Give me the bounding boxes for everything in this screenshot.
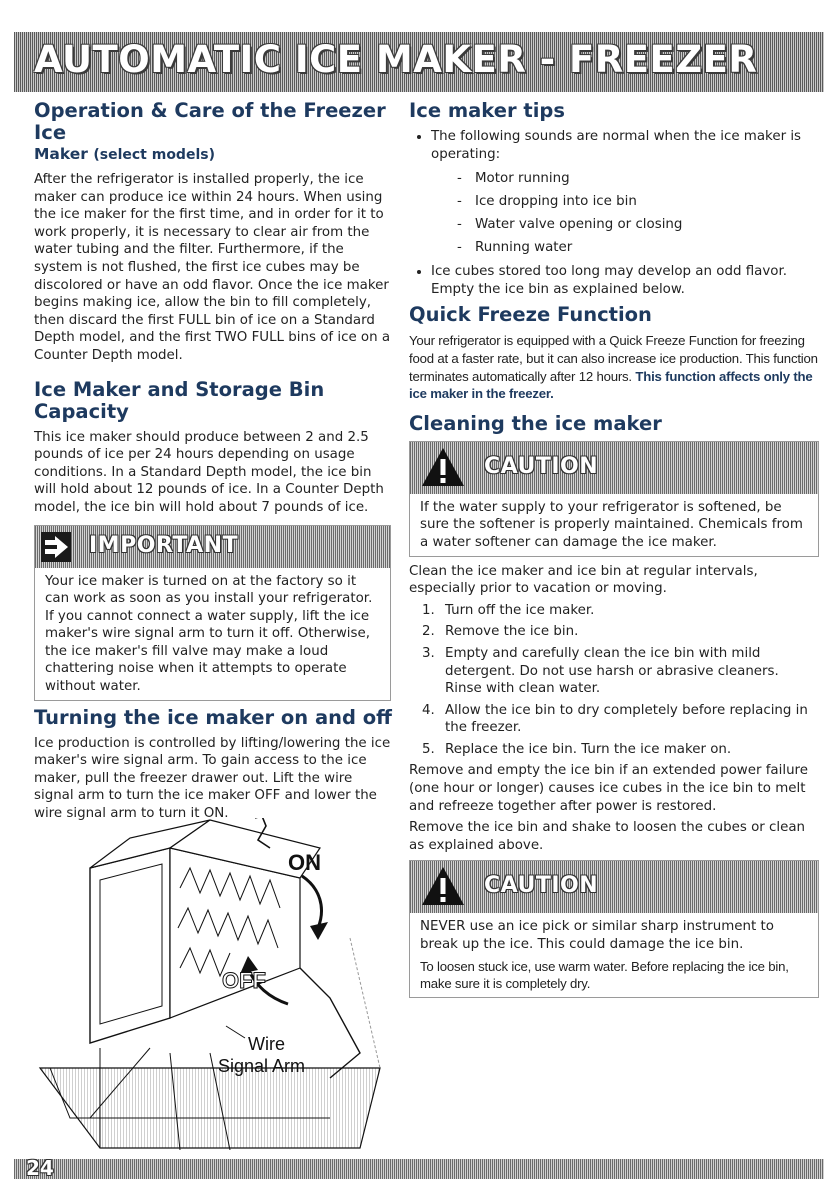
tips-list bbox=[409, 128, 819, 298]
tips-bullet-sounds-text: The following sounds are normal when the ice maker is operating: bbox=[431, 129, 802, 162]
cleaning-intro: Clean the ice maker and ice bin at regular intervals, especially prior to vacation or moving. bbox=[409, 563, 758, 597]
sound-item: - Ice dropping into ice bin bbox=[475, 190, 819, 213]
sound-item: - Running water bbox=[475, 236, 819, 259]
capacity-heading: Ice Maker and Storage Bin Capacity bbox=[34, 377, 325, 423]
cleaning-step: 4. Allow the ice bin to dry completely before replacing in the freezer. bbox=[439, 702, 819, 737]
sounds-list bbox=[431, 167, 819, 259]
caution-ice-pick-content bbox=[410, 913, 818, 996]
ice-maker-diagram bbox=[30, 818, 402, 1150]
footer-bar bbox=[14, 1159, 824, 1179]
ice-maker-illustration bbox=[30, 818, 402, 1150]
warning-icon bbox=[420, 865, 466, 907]
quick-freeze-body bbox=[409, 332, 819, 402]
operation-heading-suffix: (select models) bbox=[93, 147, 215, 163]
sound-item: - Motor running bbox=[475, 167, 819, 190]
label-on: ON bbox=[288, 850, 321, 875]
caution-banner bbox=[410, 442, 818, 494]
label-wire: Wire bbox=[248, 1034, 285, 1054]
tips-bullet-flavor: • Ice cubes stored too long may develop an odd flavor. Empty the ice bin as explained below. bbox=[431, 263, 819, 298]
turning-body: Ice production is controlled by lifting/lowering the ice maker's wire signal arm. To gain access to the ice maker, pull the freezer drawer out. Lift the wire signal arm to turn the ice maker OFF and lower the wire signal arm to turn it ON. bbox=[34, 735, 391, 822]
cleaning-steps bbox=[409, 602, 819, 759]
cleaning-step: 5. Replace the ice bin. Turn the ice maker on. bbox=[439, 741, 819, 759]
quick-freeze-heading: Quick Freeze Function bbox=[409, 303, 652, 327]
warning-icon bbox=[420, 446, 466, 488]
quick-freeze-text: Your refrigerator is equipped with a Quick Freeze Function for freezing food at a faster rate, but it can also increase ice production. This function terminates automatically after 12 hours. bbox=[409, 333, 818, 384]
cleaning-step: 3. Empty and carefully clean the ice bin with mild detergent. Do not use harsh or abrasive cleaners. Rinse with clean water. bbox=[439, 645, 819, 698]
caution-label: CAUTION bbox=[484, 873, 599, 899]
caution-softener-body: If the water supply to your refrigerator is softened, be sure the softener is properly maintained. Chemicals from a water softener can damage the ice maker. bbox=[420, 499, 803, 550]
left-column bbox=[34, 100, 394, 823]
shake-bin-para: Remove the ice bin and shake to loosen the cubes or clean as explained above. bbox=[409, 820, 806, 853]
right-column bbox=[409, 100, 819, 998]
caution-ice-pick-note: To loosen stuck ice, use warm water. Before replacing the ice bin, make sure it is completely dry. bbox=[420, 958, 789, 992]
turning-heading: Turning the ice maker on and off bbox=[34, 705, 392, 729]
operation-body: After the refrigerator is installed properly, the ice maker can produce ice within 24 hours. When using the ice maker for the first time, and in order for it to work properly, it is necessary to clear air from the water tubing and the filter. Furthermore, if the system is not flushed, the first ice cubes may be discolored or have an odd flavor. Once the ice maker begins making ice, allow the bin to fill completely, then discard the first FULL bin of ice on a Standard Depth model, and the first TWO FULL bins of ice on a Counter Depth model. bbox=[34, 172, 391, 363]
important-label: IMPORTANT bbox=[89, 532, 239, 558]
tips-heading: Ice maker tips bbox=[409, 99, 565, 122]
caution-banner bbox=[410, 861, 818, 913]
operation-heading-line2 bbox=[34, 144, 394, 165]
power-failure-para: Remove and empty the ice bin if an extended power failure (one hour or longer) causes ice cubes in the ice bin to melt and refreeze together after power is restored. bbox=[409, 763, 809, 814]
capacity-body: This ice maker should produce between 2 and 2.5 pounds of ice per 24 hours depending on usage conditions. In a Standard Depth model, the ice bin will hold about 12 pounds of ice. In a Counter Depth model, the ice bin will hold about 7 pounds of ice. bbox=[34, 429, 384, 515]
page-number: 24 bbox=[26, 1156, 54, 1180]
arrow-right-icon bbox=[41, 532, 71, 562]
caution-box-softener bbox=[409, 441, 819, 557]
label-signal-arm: Signal Arm bbox=[218, 1056, 306, 1076]
important-banner bbox=[35, 526, 390, 568]
important-body: Your ice maker is turned on at the factory so it can work as soon as you install your refrigerator. If you cannot connect a water supply, lift the ice maker's wire signal arm to turn it off. Otherwise, the ice maker's fill valve may make a loud chattering noise when it attempts to operate without water. bbox=[45, 573, 373, 695]
sound-item: - Water valve opening or closing bbox=[475, 213, 819, 236]
important-notice bbox=[34, 525, 391, 701]
caution-box-ice-pick bbox=[409, 860, 819, 997]
cleaning-heading: Cleaning the ice maker bbox=[409, 411, 662, 435]
label-off: OFF bbox=[222, 968, 266, 993]
page-title: AUTOMATIC ICE MAKER - FREEZER bbox=[34, 38, 758, 81]
tips-bullet-sounds bbox=[431, 128, 819, 259]
cleaning-step: 2. Remove the ice bin. bbox=[439, 623, 819, 641]
operation-heading: Operation & Care of the Freezer Ice bbox=[34, 99, 386, 144]
operation-heading-maker: Maker bbox=[34, 145, 88, 163]
caution-ice-pick-body: NEVER use an ice pick or similar sharp instrument to break up the ice. This could damage the ice bin. bbox=[420, 919, 774, 953]
caution-label: CAUTION bbox=[484, 453, 599, 479]
cleaning-step: 1. Turn off the ice maker. bbox=[439, 602, 819, 620]
quick-freeze-bold: This function affects only the ice maker in the freezer. bbox=[409, 368, 813, 402]
